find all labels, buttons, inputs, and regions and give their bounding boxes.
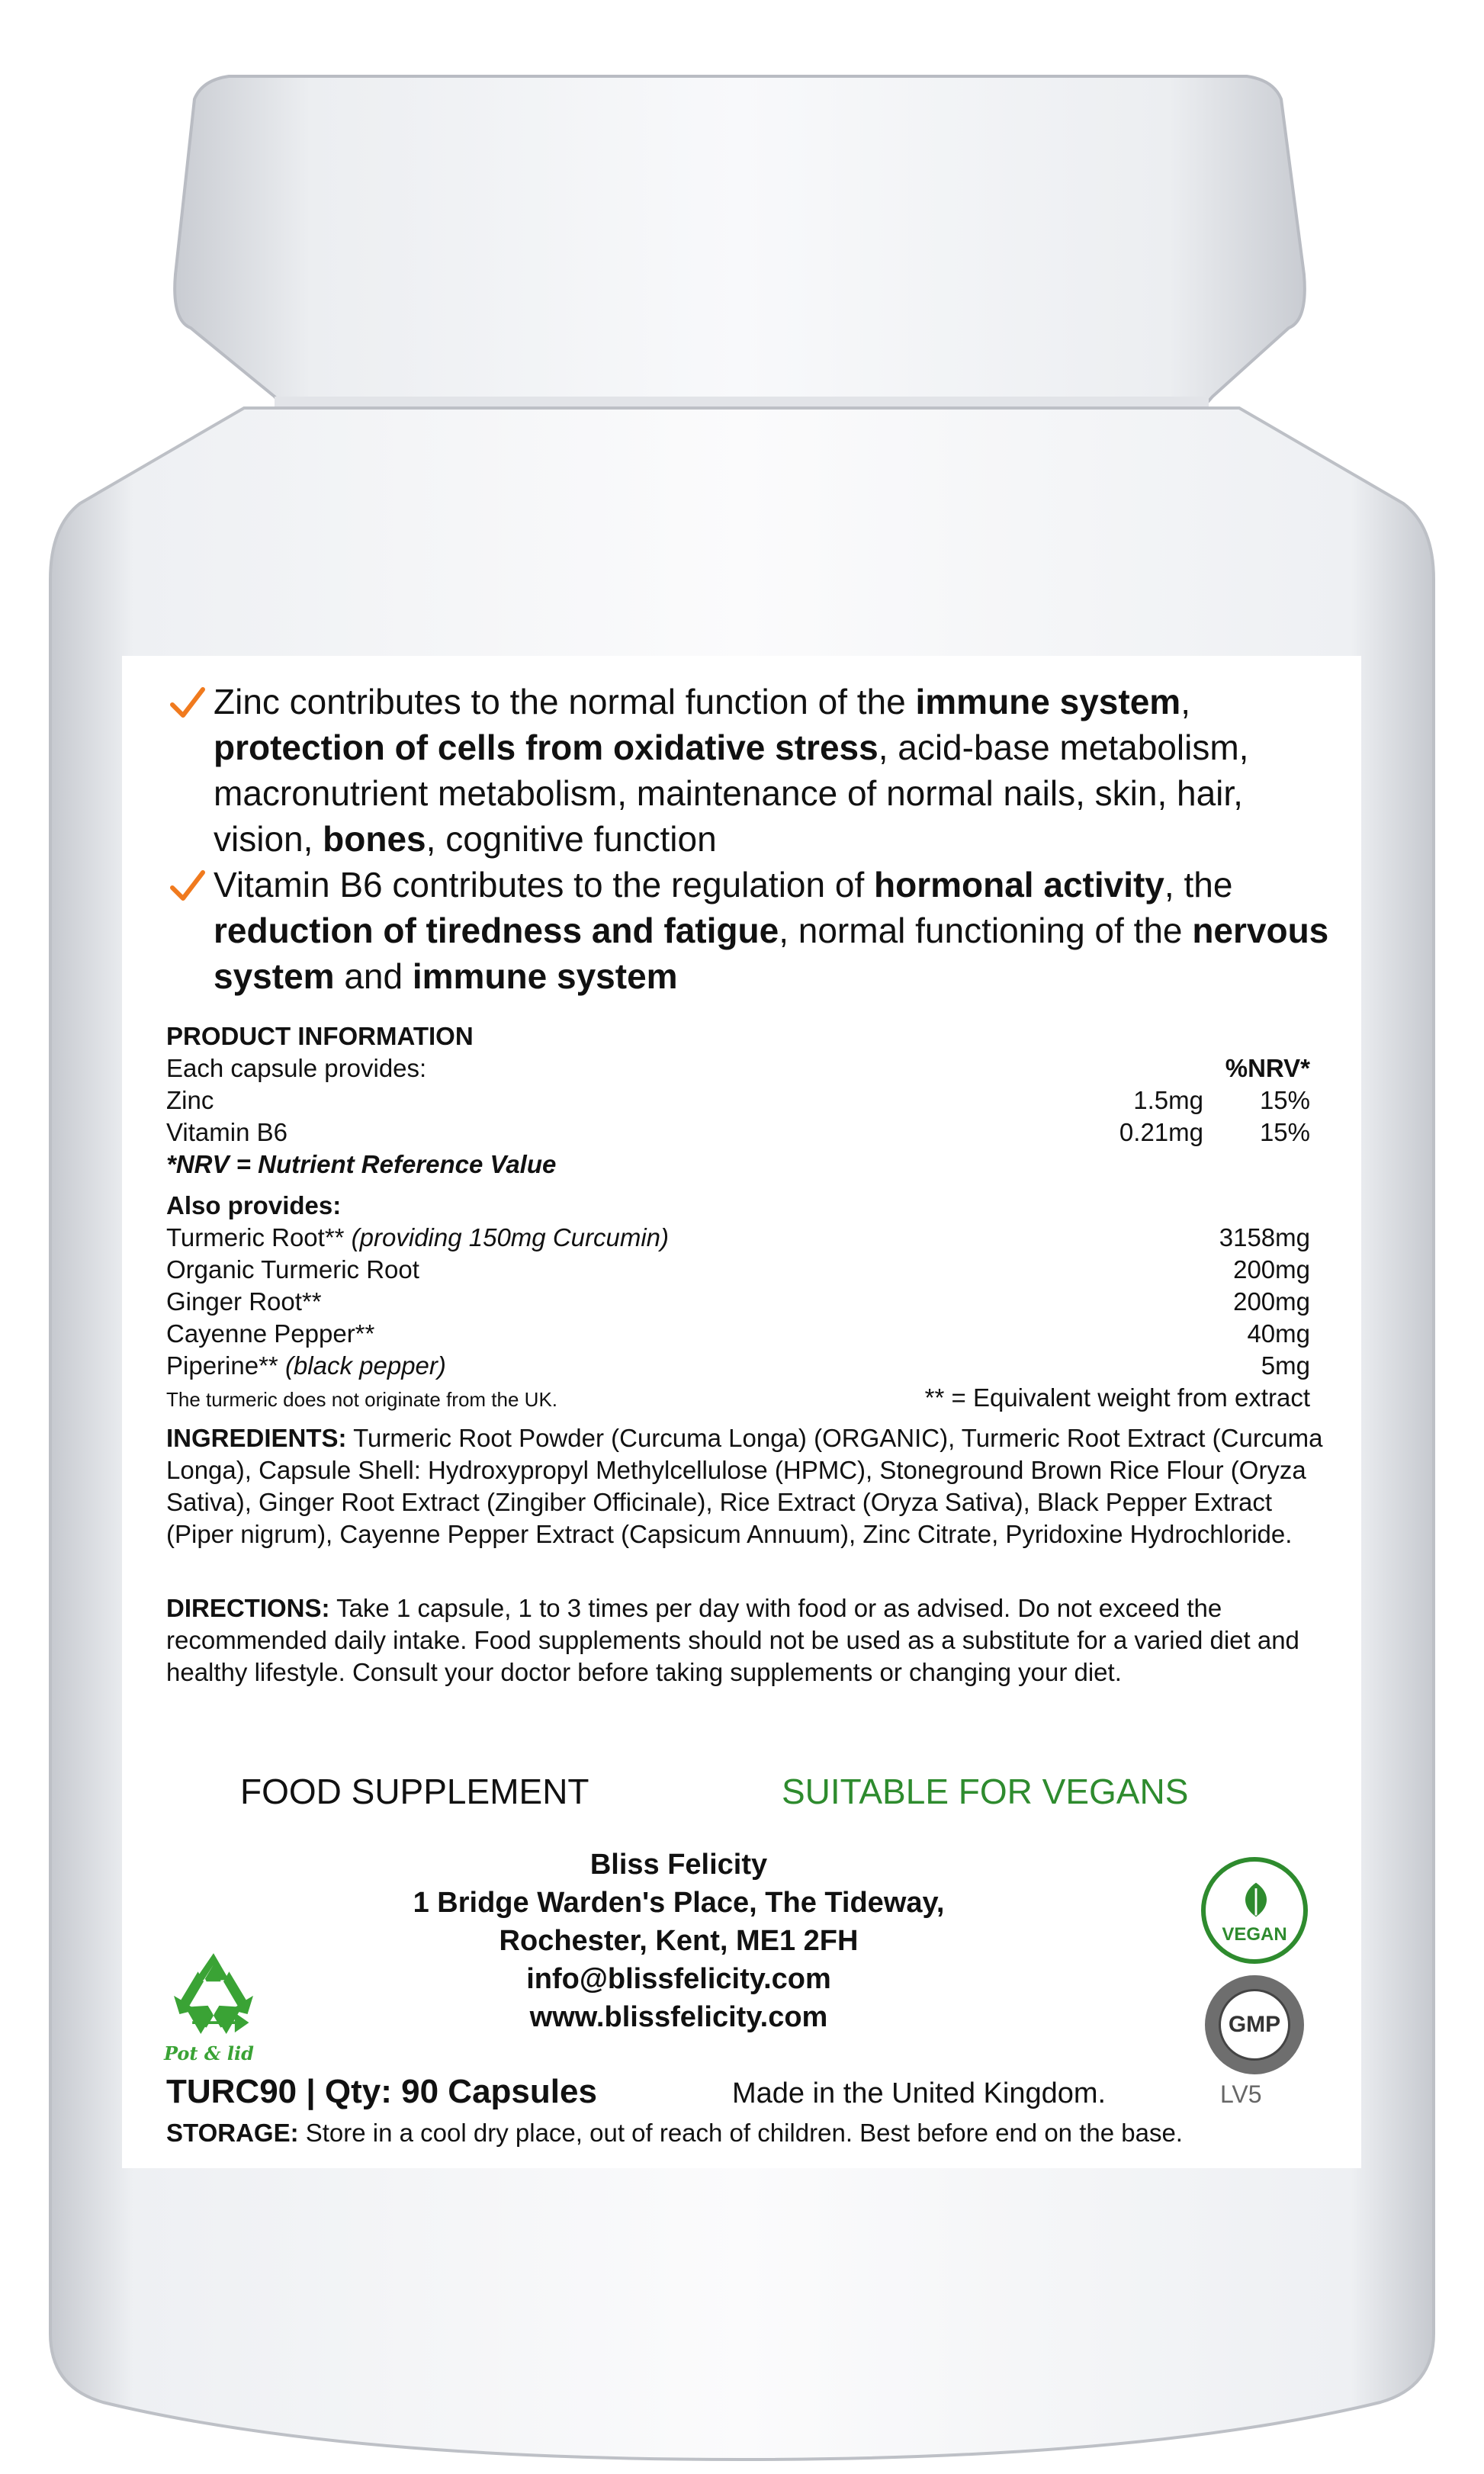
also-provides-heading: Also provides: (166, 1191, 342, 1219)
recycle-icon (164, 1945, 263, 2044)
benefit-text: Zinc contributes to the normal function of the immune system, protection of cells from oxidative stress, acid-base metabolism, macronutrient metabolism, maintenance of normal nails, skin, hair, vision, bones, cognitive function (214, 682, 1249, 859)
recycle-caption: Pot & lid (164, 2042, 254, 2064)
gmp-seal-icon: GMP (1228, 2012, 1281, 2037)
checkmark-icon (168, 866, 207, 906)
bottle-lid (175, 76, 1305, 416)
also-provides-row: Piperine** (black pepper) 5mg (166, 1351, 1310, 1380)
directions: DIRECTIONS: Take 1 capsule, 1 to 3 times per day with food or as advised. Do not exceed the recommended daily intake. Food supplements should not be used as a substitute for a varied diet and healthy lifestyle. Consult your doctor before taking supplements or changing your diet. (166, 1594, 1299, 1686)
benefit-zinc (168, 679, 1335, 862)
company-website: www.blissfelicity.com (529, 2001, 828, 2033)
company-address (412, 1846, 946, 2036)
company-email: info@blissfelicity.com (526, 1963, 831, 1995)
nutrient-row: Vitamin B6 0.21mg 15% (166, 1118, 1310, 1146)
product-code: TURC90 | Qty: 90 Capsules (166, 2073, 597, 2110)
gmp-seal (1205, 1975, 1304, 2074)
benefit-vitamin-b6 (168, 862, 1335, 999)
also-provides-row: Ginger Root** 200mg (166, 1287, 1310, 1316)
company-address-line: 1 Bridge Warden's Place, The Tideway, (413, 1887, 945, 1919)
nrv-note: *NRV = Nutrient Reference Value (166, 1150, 557, 1178)
nrv-header: %NRV* (1225, 1054, 1310, 1082)
ingredients: INGREDIENTS: Turmeric Root Powder (Curcuma Longa) (ORGANIC), Turmeric Root Extract (Curcuma Longa), Capsule Shell: Hydroxypropyl Methylcellulose (HPMC), Stoneground Brown Rice Flour (Oryza Sativa), Ginger Root Extract (Zingiber Officinale), Rice Extract (Oryza Sativa), Black Pepper Extract (Piper nigrum), Cayenne Pepper Extract (Capsicum Annuum), Zinc Citrate, Pyridoxine Hydrochloride. (166, 1424, 1323, 1548)
company-address-line: Rochester, Kent, ME1 2FH (499, 1925, 859, 1957)
vegan-badge-text: VEGAN (1222, 1924, 1287, 1945)
vegan-leaf-icon (1235, 1878, 1277, 1921)
each-capsule-row: Each capsule provides: %NRV* (166, 1052, 1310, 1084)
nutrient-row: Zinc 1.5mg 15% (166, 1086, 1310, 1114)
food-supplement-text: FOOD SUPPLEMENT (240, 1772, 589, 1811)
made-in-text: Made in the United Kingdom. (732, 2077, 1107, 2109)
product-info-heading: PRODUCT INFORMATION (166, 1022, 474, 1050)
storage-text: STORAGE: Store in a cool dry place, out of reach of children. Best before end on the base. (166, 2119, 1183, 2147)
also-provides-row: Organic Turmeric Root 200mg (166, 1255, 1310, 1284)
benefit-text: Vitamin B6 contributes to the regulation of hormonal activity, the reduction of tiredness and fatigue, normal functioning of the nervous system and immune system (214, 865, 1329, 996)
company-name: Bliss Felicity (589, 1849, 768, 1881)
origin-note-row: The turmeric does not originate from the UK. ** = Equivalent weight from extract (166, 1383, 1310, 1412)
product-label (122, 656, 1361, 2168)
also-provides-row: Cayenne Pepper** 40mg (166, 1319, 1310, 1348)
checkmark-icon (168, 683, 207, 723)
suitable-for-vegans-text: SUITABLE FOR VEGANS (782, 1772, 1189, 1811)
version-code: LV5 (1220, 2080, 1262, 2108)
vegan-badge (1201, 1857, 1308, 1964)
also-provides-row: Turmeric Root** (providing 150mg Curcumin) 3158mg (166, 1223, 1310, 1251)
